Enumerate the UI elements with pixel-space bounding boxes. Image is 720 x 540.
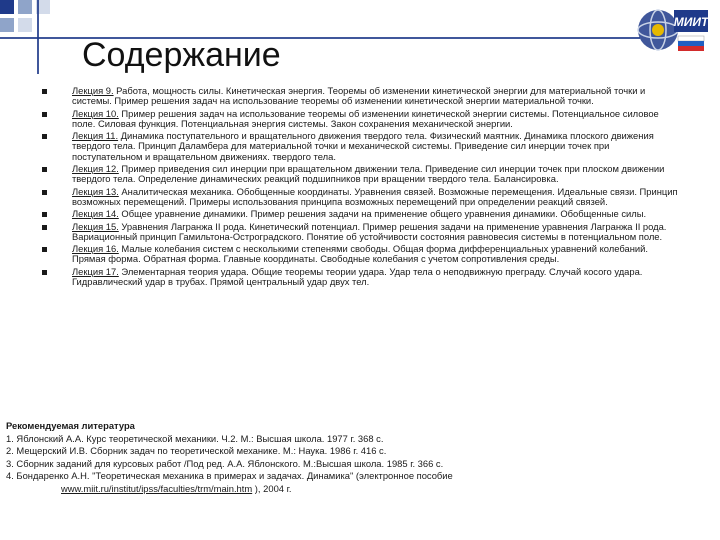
lecture-link[interactable]: Лекция 11. bbox=[72, 130, 119, 142]
lecture-description: Работа, мощность силы. Кинетическая энергия. Теоремы об изменении кинетической энергии для материальной точки и системы. Пример решения задач на использование теоремы об изменении кинетической энергии материальной точки. bbox=[72, 85, 646, 107]
lecture-description: Элементарная теория удара. Общие теоремы теории удара. Удар тела о неподвижную преграду. Случай косого удара. Гидравлический удар в трубах. Прямой центральный удар двух тел. bbox=[72, 265, 643, 288]
side-rule bbox=[37, 0, 39, 74]
corner-square-mid bbox=[18, 0, 32, 14]
lecture-item bbox=[40, 109, 680, 130]
lecture-item bbox=[40, 86, 680, 107]
reference-item: 3. Сборник заданий для курсовых работ /Под ред. А.А. Яблонского. М.:Высшая школа. 1985 г. 366 с. bbox=[6, 457, 444, 469]
bullet-icon bbox=[42, 89, 47, 94]
corner-square-light bbox=[18, 18, 32, 32]
reference-link-tail: ), 2004 г. bbox=[252, 482, 292, 494]
corner-square-mid bbox=[0, 18, 14, 32]
lecture-link[interactable]: Лекция 14. bbox=[72, 208, 119, 220]
corner-square-dark bbox=[0, 0, 14, 14]
lecture-link[interactable]: Лекция 17. bbox=[72, 265, 119, 277]
lecture-link[interactable]: Лекция 10. bbox=[72, 107, 119, 119]
lecture-description: Аналитическая механика. Обобщенные координаты. Уравнения связей. Возможные перемещения. Идеальные связи. Принцип возможных перемещений. Примеры использования принципа возможных перемещений при определении реакций связей. bbox=[72, 185, 678, 207]
lecture-list bbox=[40, 86, 680, 289]
lecture-link[interactable]: Лекция 9. bbox=[72, 85, 114, 96]
logo-text: МИИТ bbox=[673, 15, 709, 29]
lecture-item bbox=[40, 164, 680, 185]
lecture-item bbox=[40, 187, 680, 208]
bullet-icon bbox=[42, 225, 47, 230]
lecture-link[interactable]: Лекция 15. bbox=[72, 220, 119, 232]
lecture-description: Пример приведения сил инерции при вращательном движении тела. Приведение сил инерции точек при плоском движении твердого тела. Определение динамических реакций подшипников при вращении твердого тела. Балансировка. bbox=[72, 163, 665, 185]
miit-logo-icon bbox=[636, 4, 712, 56]
lecture-link[interactable]: Лекция 13. bbox=[72, 185, 119, 197]
lecture-description: Пример решения задач на использование теоремы об изменении кинетической энергии системы. Потенциальное силовое поле. Силовая функция. Потенциальная энергия системы. Закон сохранения механической энергии. bbox=[72, 107, 659, 129]
references-heading: Рекомендуемая литература bbox=[6, 420, 135, 431]
lecture-description: Динамика поступательного и вращательного движения твердого тела. Физический маятник. Динамика плоского движения твердого тела. Принцип Даламбера для материальной точки и механической системы. Приведение сил инерции точек при поступательном и вращательном движениях. твердого тела. bbox=[72, 130, 654, 162]
lecture-link[interactable]: Лекция 12. bbox=[72, 163, 119, 175]
reference-item-continuation bbox=[6, 483, 706, 496]
bullet-icon bbox=[42, 167, 47, 172]
bullet-icon bbox=[42, 134, 47, 139]
lecture-description: Общее уравнение динамики. Пример решения задачи на применение общего уравнения динамики. Обобщенные силы. bbox=[118, 208, 647, 220]
reference-item: 1. Яблонский А.А. Курс теоретической механики. Ч.2. М.: Высшая школа. 1977 г. 368 с. bbox=[6, 432, 384, 444]
bullet-icon bbox=[42, 212, 47, 217]
lecture-item bbox=[40, 209, 680, 219]
lecture-link[interactable]: Лекция 16. bbox=[72, 243, 119, 255]
page-title: Содержание bbox=[82, 36, 281, 74]
bullet-icon bbox=[42, 190, 47, 195]
bullet-icon bbox=[42, 247, 47, 252]
lecture-item bbox=[40, 131, 680, 162]
lecture-item bbox=[40, 244, 680, 265]
references-section bbox=[6, 420, 706, 496]
lecture-description: Малые колебания систем с несколькими степенями свободы. Общая форма дифференциальных уравнений колебаний. Прямая форма. Обратная форма. Главные координаты. Свободные колебания с учетом сопротивления среды. bbox=[72, 243, 649, 265]
reference-item: 2. Мещерский И.В. Сборник задач по теоретической механике. М.: Наука. 1986 г. 416 с. bbox=[6, 445, 387, 457]
lecture-item bbox=[40, 267, 680, 288]
reference-item: 4. Бондаренко А.Н. "Теоретическая механика в примерах и задачах. Динамика" (электронное пособие bbox=[6, 470, 453, 482]
lecture-description: Уравнения Лагранжа II рода. Кинетический потенциал. Пример решения задачи на применение уравнения Лагранжа II рода. Вариационный принцип Гамильтона-Остроградского. Понятие об устойчивости состояния равновесия системы в потенциальном поле. bbox=[72, 220, 667, 242]
bullet-icon bbox=[42, 270, 47, 275]
reference-link[interactable]: www.miit.ru/institut/ipss/faculties/trm/main.htm bbox=[61, 482, 253, 494]
lecture-item bbox=[40, 222, 680, 243]
bullet-icon bbox=[42, 112, 47, 117]
